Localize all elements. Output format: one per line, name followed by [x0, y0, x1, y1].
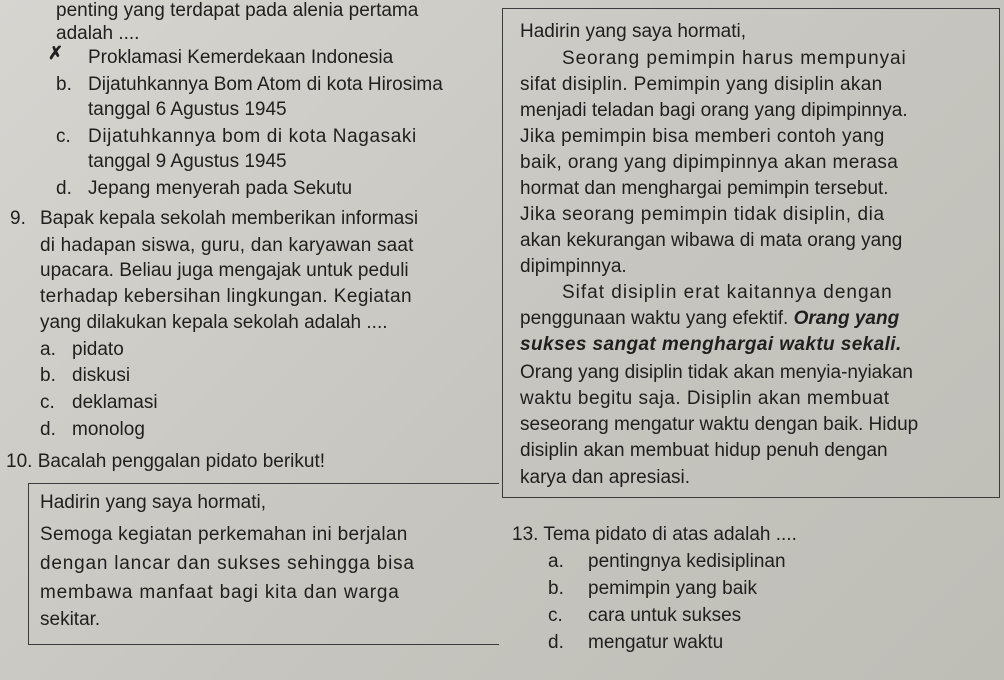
answer-check-mark: ✗ — [48, 43, 64, 63]
q8-option-c-cont: tanggal 9 Agustus 1945 — [88, 151, 287, 172]
q8-option-b-letter: b. — [56, 74, 72, 95]
q9-stem-line-2: di hadapan siswa, guru, dan karyawan saat — [40, 235, 414, 256]
q9-number: 9. — [10, 208, 26, 229]
speech-line-4: menjadi teladan bagi orang yang dipimpinnya. — [520, 100, 908, 121]
speech-line-9: akan kekurangan wibawa di mata orang yang — [520, 230, 903, 251]
speech-line-8: Jika seorang pemimpin tidak disiplin, dia — [520, 204, 885, 225]
q8-option-c: Dijatuhkannya bom di kota Nagasaki — [88, 126, 417, 147]
q8-option-b-cont: tanggal 6 Agustus 1945 — [88, 99, 287, 120]
q13-option-c-letter: c. — [548, 605, 563, 626]
q9-option-b: diskusi — [72, 365, 131, 386]
speech-line-15: seseorang mengatur waktu dengan baik. Hidup — [520, 414, 919, 435]
speech-line-3: sifat disiplin. Pemimpin yang disiplin akan — [520, 74, 883, 95]
speech-bold-inline: Orang yang — [793, 308, 900, 329]
q13-option-a-letter: a. — [548, 551, 564, 572]
speech-line-10: dipimpinnya. — [520, 256, 627, 277]
q10-box-line-4: membawa manfaat bagi kita dan warga — [40, 582, 400, 603]
q9-option-c-letter: c. — [40, 392, 55, 413]
q9-option-a-letter: a. — [40, 339, 56, 360]
q13-option-c: cara untuk sukses — [588, 605, 742, 626]
q8-stem-line-2: adalah .... — [56, 23, 140, 44]
speech-line-13: Orang yang disiplin tidak akan menyia-nyiakan — [520, 362, 913, 383]
q8-option-b: Dijatuhkannya Bom Atom di kota Hirosima — [88, 74, 443, 95]
speech-line-11: Sifat disiplin erat kaitannya dengan — [562, 282, 893, 303]
q9-stem-line-4: terhadap kebersihan lingkungan. Kegiatan — [40, 286, 412, 307]
q10-box-line-5: sekitar. — [40, 609, 101, 630]
speech-bold-line: sukses sangat menghargai waktu sekali. — [520, 334, 902, 355]
q9-stem-line-5: yang dilakukan kepala sekolah adalah .... — [40, 312, 388, 333]
q13-option-b-letter: b. — [548, 578, 564, 599]
speech-line-2: Seorang pemimpin harus mempunyai — [562, 48, 907, 69]
q8-option-d-letter: d. — [56, 178, 72, 199]
q8-stem-line-1: penting yang terdapat pada alenia pertama — [56, 0, 419, 21]
q9-stem-line-1: Bapak kepala sekolah memberikan informasi — [40, 208, 419, 229]
q13-option-a: pentingnya kedisiplinan — [588, 551, 786, 572]
q10-box-line-3: dengan lancar dan sukses sehingga bisa — [40, 553, 415, 574]
q13-option-b: pemimpin yang baik — [588, 578, 757, 599]
q9-option-d: monolog — [72, 419, 145, 440]
speech-line-12-text: penggunaan waktu yang efektif. — [520, 308, 789, 329]
q13-option-d-letter: d. — [548, 632, 564, 653]
q10-prompt: 10. Bacalah penggalan pidato berikut! — [6, 451, 326, 472]
q8-option-c-letter: c. — [56, 126, 71, 147]
q9-option-a: pidato — [72, 339, 124, 360]
speech-line-7: hormat dan menghargai pemimpin tersebut. — [520, 178, 889, 199]
q8-option-a: Proklamasi Kemerdekaan Indonesia — [88, 47, 394, 68]
q8-option-d: Jepang menyerah pada Sekutu — [88, 178, 353, 199]
q9-option-b-letter: b. — [40, 365, 56, 386]
speech-line-14: waktu begitu saja. Disiplin akan membuat — [520, 388, 890, 409]
q13-option-d: mengatur waktu — [588, 632, 724, 653]
speech-line-6: baik, orang yang dipimpinnya akan merasa — [520, 152, 899, 173]
q10-box-line-1: Hadirin yang saya hormati, — [40, 492, 266, 513]
speech-greeting: Hadirin yang saya hormati, — [520, 21, 746, 42]
q9-stem-line-3: upacara. Beliau juga mengajak untuk peduli — [40, 260, 409, 281]
speech-line-16: disiplin akan membuat hidup penuh dengan — [520, 440, 888, 461]
speech-line-17: karya dan apresiasi. — [520, 467, 691, 488]
q13-stem: 13. Tema pidato di atas adalah .... — [512, 524, 797, 545]
q10-box-line-2: Semoga kegiatan perkemahan ini berjalan — [40, 524, 408, 545]
q9-option-d-letter: d. — [40, 419, 56, 440]
speech-line-12 — [520, 308, 899, 330]
q9-option-c: deklamasi — [72, 392, 158, 413]
speech-line-5: Jika pemimpin bisa memberi contoh yang — [520, 126, 885, 147]
